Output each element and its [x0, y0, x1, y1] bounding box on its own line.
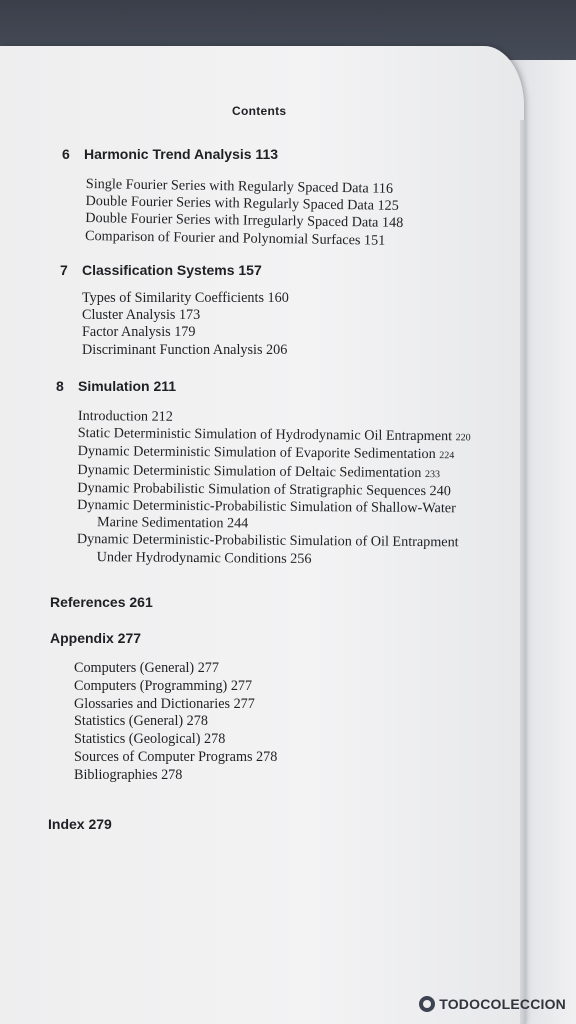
toc-entry: Factor Analysis 179 — [82, 324, 196, 341]
page-number: 224 — [439, 450, 455, 462]
toc-entry-text: Dynamic Deterministic Simulation of Deltaic Sedimentation — [77, 461, 422, 481]
toc-entry-text: Static Deterministic Simulation of Hydrodynamic Oil Entrapment — [77, 425, 453, 445]
toc-entry: Dynamic Deterministic-Probabilistic Simulation of Oil Entrapment — [76, 531, 459, 551]
page-number: 220 — [455, 432, 471, 444]
references-heading: References 261 — [50, 594, 153, 610]
page-header: Contents — [232, 104, 287, 118]
toc-entry: Double Fourier Series with Regularly Spaced Data 125 — [85, 193, 399, 215]
toc-entry: Single Fourier Series with Regularly Spaced Data 116 — [85, 176, 394, 197]
chapter-7-heading — [60, 262, 262, 278]
watermark-text: TODOCOLECCION — [439, 996, 566, 1012]
chapter-title: Classification Systems 157 — [82, 262, 262, 278]
toc-entry-text: Dynamic Deterministic Simulation of Evaporite Sedimentation — [77, 443, 436, 463]
chapter-title: Harmonic Trend Analysis 113 — [84, 146, 279, 162]
chapter-8-items — [77, 408, 471, 569]
page-number: 233 — [424, 468, 441, 480]
toc-entry: Types of Similarity Coefficients 160 — [82, 290, 289, 306]
chapter-number: 6 — [62, 146, 70, 162]
toc-entry: Bibliographies 278 — [74, 766, 183, 783]
toc-entry-continuation: Under Hydrodynamic Conditions 256 — [96, 548, 312, 567]
toc-entry: Computers (General) 277 — [74, 660, 219, 676]
chapter-6-items — [85, 176, 404, 250]
toc-entry: Dynamic Probabilistic Simulation of Stratigraphic Sequences 240 — [77, 479, 451, 500]
chapter-title: Simulation 211 — [78, 378, 177, 394]
toc-entry: Double Fourier Series with Irregularly Spaced Data 148 — [85, 210, 404, 232]
toc-entry: Statistics (Geological) 278 — [74, 731, 226, 748]
appendix-heading: Appendix 277 — [50, 630, 142, 646]
toc-entry: Comparison of Fourier and Polynomial Surfaces 151 — [84, 227, 386, 249]
page-edge — [520, 120, 526, 1024]
toc-entry: Discriminant Function Analysis 206 — [82, 341, 288, 358]
chapter-7-items — [82, 290, 289, 359]
chapter-number: 7 — [60, 262, 68, 278]
toc-entry: Cluster Analysis 173 — [82, 307, 201, 324]
toc-entry: Statistics (General) 278 — [74, 713, 208, 730]
watermark — [419, 996, 566, 1012]
chapter-number: 8 — [56, 378, 64, 394]
chapter-8-heading — [56, 378, 176, 394]
appendix-items — [74, 660, 277, 785]
toc-entry: Introduction 212 — [77, 408, 173, 425]
toc-entry: Glossaries and Dictionaries 277 — [74, 695, 255, 712]
toc-entry: Dynamic Deterministic-Probabilistic Simulation of Shallow-Water — [77, 497, 456, 517]
toc-entry: Computers (Programming) 277 — [74, 677, 253, 694]
index-heading: Index 279 — [48, 816, 112, 832]
chapter-6-heading — [62, 146, 278, 162]
toc-entry-continuation: Marine Sedimentation 244 — [96, 514, 249, 532]
watermark-logo-icon — [419, 996, 435, 1012]
toc-entry: Sources of Computer Programs 278 — [74, 748, 278, 765]
